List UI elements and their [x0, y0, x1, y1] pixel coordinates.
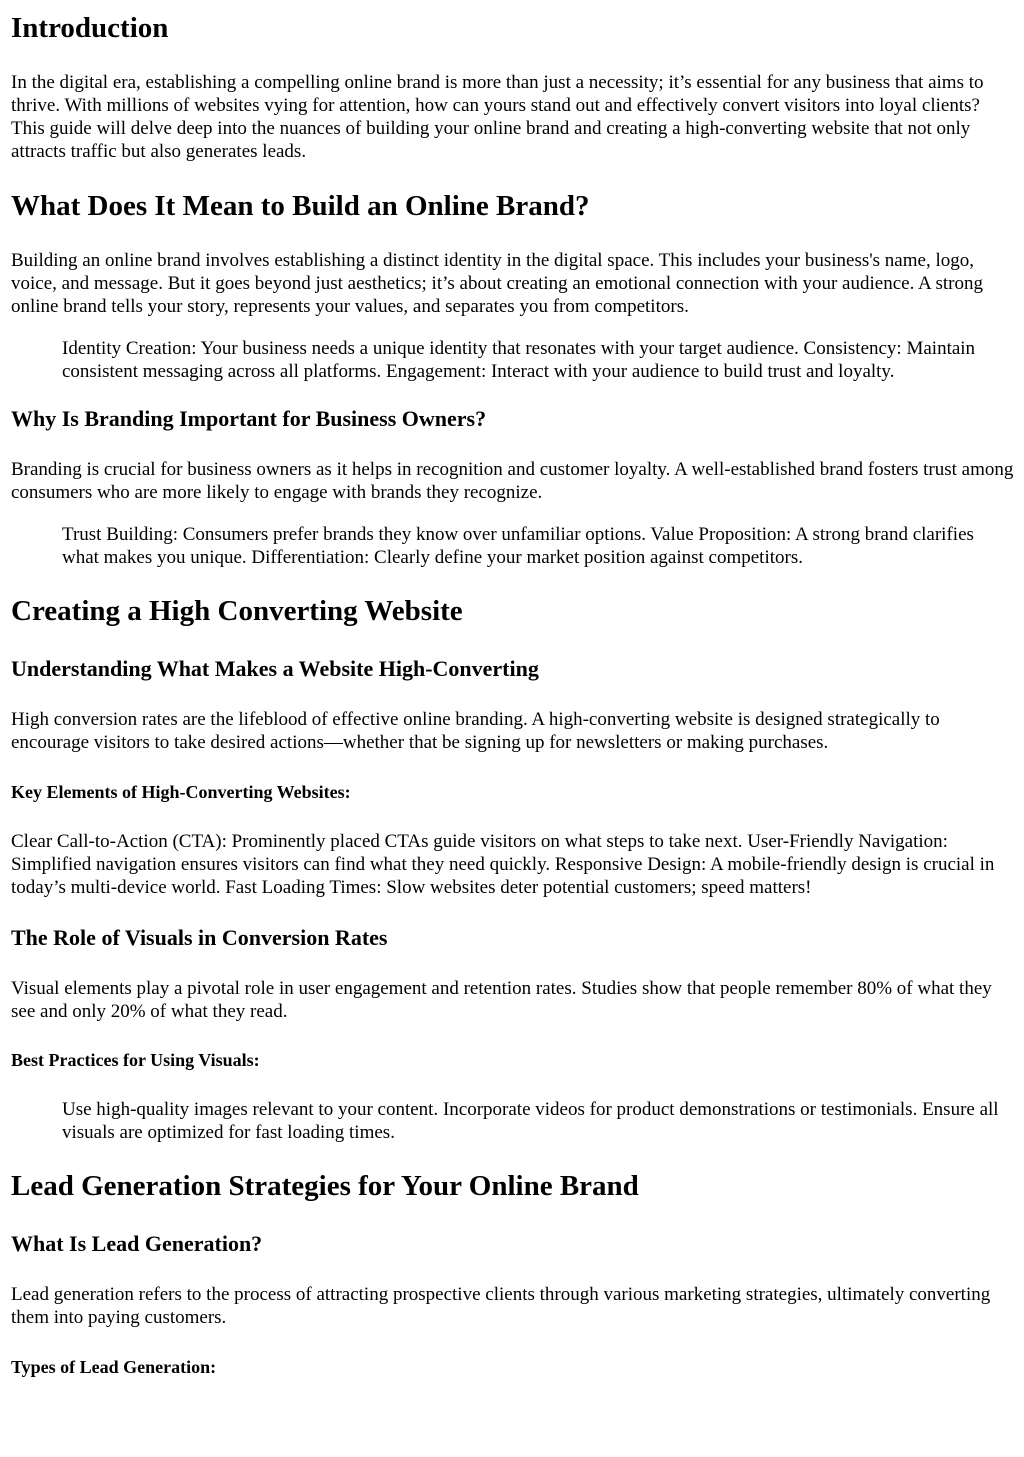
paragraph-role-visuals: Visual elements play a pivotal role in user engagement and retention rates. Studies show that people remember 80% of what they see and only 20% of what they read. [11, 978, 992, 1022]
article [0, 11, 1024, 1378]
heading-what-lead-generation: What Is Lead Generation? [11, 1231, 263, 1256]
heading-introduction: Introduction [11, 12, 169, 44]
paragraph-what-build-brand: Building an online brand involves establishing a distinct identity in the digital space. This includes your business's name, logo, voice, and message. But it goes beyond just aesthetics; it’s about creating an emotional connection with your audience. A strong online brand tells your story, represents your values, and separates you from competitors. [11, 250, 983, 317]
heading-understanding-conversion: Understanding What Makes a Website High-Converting [11, 656, 539, 681]
heading-key-elements: Key Elements of High-Converting Websites: [11, 782, 351, 802]
quote-brand-pillars: Identity Creation: Your business needs a unique identity that resonates with your target audience. Consistency: Maintain consistent messaging across all platforms. Engagement: Interact with your audience to build trust and loyalty. [62, 338, 976, 382]
heading-what-build-brand: What Does It Mean to Build an Online Brand? [11, 190, 590, 222]
paragraph-why-branding: Branding is crucial for business owners as it helps in recognition and customer loyalty. A well-established brand fosters trust among consumers who are more likely to engage with brands they recognize. [11, 459, 1014, 503]
quote-branding-benefits: Trust Building: Consumers prefer brands they know over unfamiliar options. Value Proposition: A strong brand clarifies what makes you unique. Differentiation: Clearly define your market position against competitors. [62, 524, 974, 568]
heading-why-branding: Why Is Branding Important for Business Owners? [11, 406, 487, 431]
heading-role-visuals: The Role of Visuals in Conversion Rates [11, 925, 388, 950]
heading-lead-generation: Lead Generation Strategies for Your Online Brand [11, 1170, 639, 1202]
paragraph-what-lead-generation: Lead generation refers to the process of attracting prospective clients through various marketing strategies, ultimately converting them into paying customers. [11, 1284, 991, 1328]
quote-best-practices: Use high-quality images relevant to your content. Incorporate videos for product demonstrations or testimonials. Ensure all visuals are optimized for fast loading times. [62, 1099, 999, 1143]
paragraph-key-elements: Clear Call-to-Action (CTA): Prominently placed CTAs guide visitors on what steps to take next. User-Friendly Navigation: Simplified navigation ensures visitors can find what they need quickly. Responsive Design: A mobile-friendly design is crucial in today’s multi-device world. Fast Loading Times: Slow websites deter potential customers; speed matters! [11, 831, 995, 898]
paragraph-introduction: In the digital era, establishing a compelling online brand is more than just a necessity; it’s essential for any business that aims to thrive. With millions of websites vying for attention, how can yours stand out and effectively convert visitors into loyal clients? This guide will delve deep into the nuances of building your online brand and creating a high-converting website that not only attracts traffic but also generates leads. [11, 72, 984, 162]
heading-best-practices: Best Practices for Using Visuals: [11, 1050, 260, 1070]
paragraph-understanding-conversion: High conversion rates are the lifeblood of effective online branding. A high-converting website is designed strategically to encourage visitors to take desired actions—whether that be signing up for newsletters or making purchases. [11, 709, 940, 753]
heading-types-lead-generation: Types of Lead Generation: [11, 1357, 217, 1377]
heading-creating-website: Creating a High Converting Website [11, 595, 463, 627]
